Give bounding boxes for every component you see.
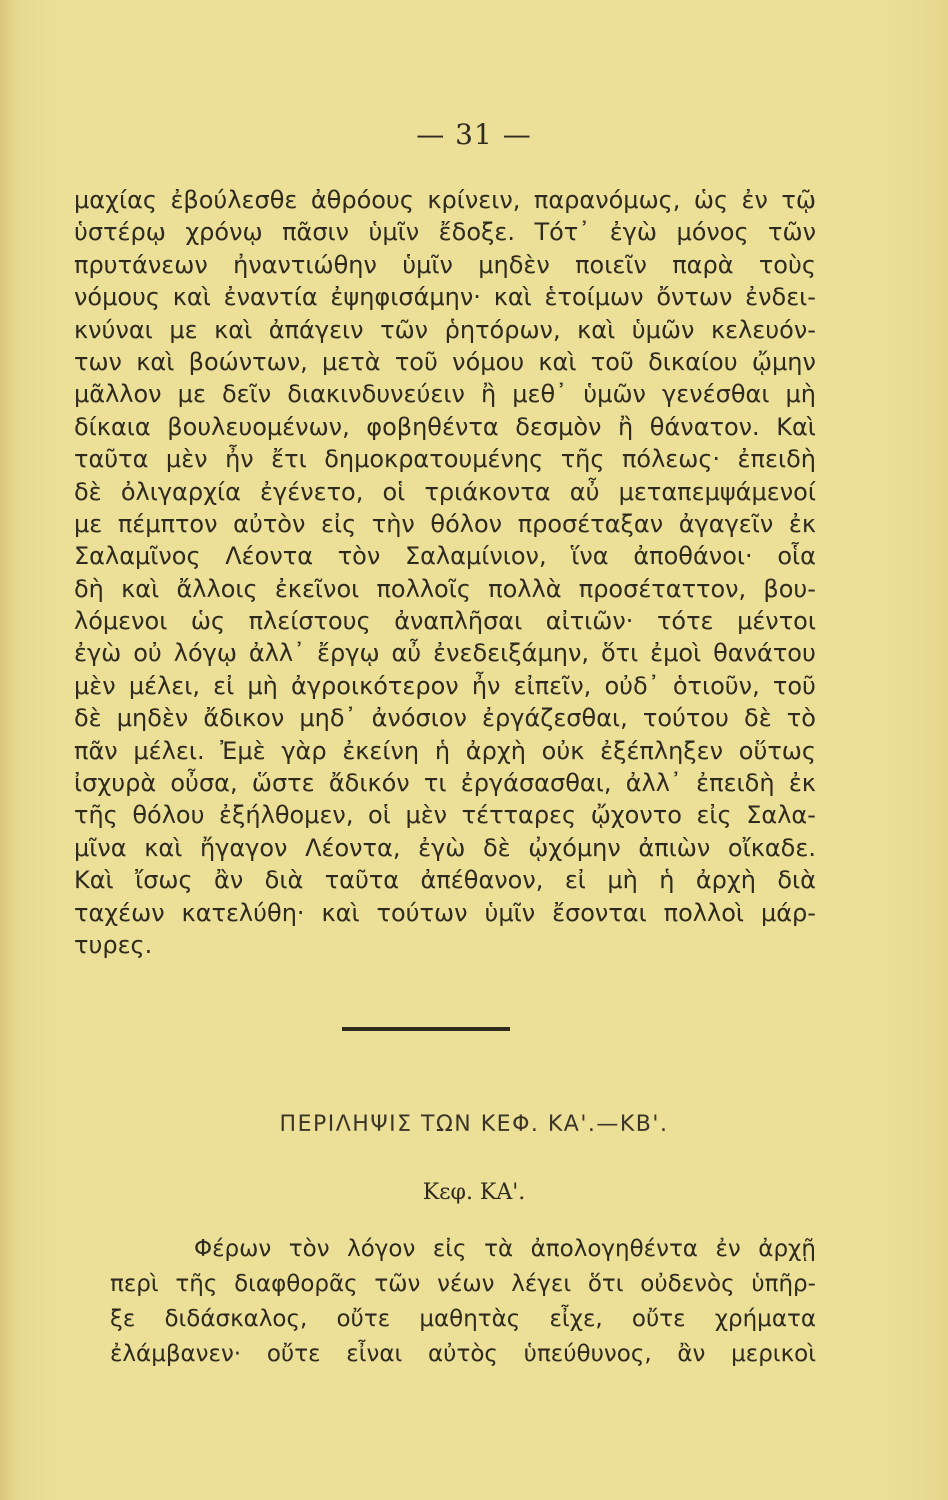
- body-text-line: μαχίας ἐβούλεσθε ἀθρόους κρίνειν, παρανόμως, ὡς ἐν τῷ: [74, 186, 816, 214]
- body-text-line: δίκαια βουλευομένων, φοβηθέντα δεσμὸν ἢ θάνατον. Καὶ: [74, 412, 816, 441]
- body-text-line: ὑστέρῳ χρόνῳ πᾶσιν ὑμῖν ἔδοξε. Τότ᾽ ἐγὼ μόνος τῶν: [74, 218, 816, 247]
- body-text-line: μᾶλλον με δεῖν διακινδυνεύειν ἢ μεθ᾽ ὑμῶν γενέσθαι μὴ: [74, 380, 816, 409]
- body-text-line: πρυτάνεων ἠναντιώθην ὑμῖν μηδὲν ποιεῖν παρὰ τοὺς: [74, 250, 816, 279]
- summary-text-line: Φέρων τὸν λόγον εἰς τὰ ἀπολογηθέντα ἐν ἀρχῇ: [194, 1236, 816, 1262]
- body-text-line: κνύναι με καὶ ἀπάγειν τῶν ῥητόρων, καὶ ὑμῶν κελευόν-: [74, 315, 816, 344]
- body-text-line: τυρες.: [74, 930, 153, 959]
- chapter-heading: Κεφ. ΚΑ'.: [422, 1180, 526, 1205]
- body-text-line: τῆς θόλου ἐξήλθομεν, οἱ μὲν τέτταρες ᾤχοντο εἰς Σαλα-: [74, 801, 816, 830]
- body-text-line: ταῦτα μὲν ἦν ἔτι δημοκρατουμένης τῆς πόλεως· ἐπειδὴ: [74, 445, 816, 474]
- body-text-line: δὴ καὶ ἄλλοις ἐκεῖνοι πολλοῖς πολλὰ προσέταττον, βου-: [74, 574, 816, 603]
- summary-text: [110, 1232, 816, 1372]
- body-text-line: με πέμπτον αὐτὸν εἰς τὴν θόλον προσέταξαν ἀγαγεῖν ἐκ: [74, 509, 816, 538]
- body-text-line: Σαλαμῖνος Λέοντα τὸν Σαλαμίνιον, ἵνα ἀποθάνοι· οἷα: [74, 542, 816, 571]
- body-text-line: δὲ ὀλιγαρχία ἐγένετο, οἱ τριάκοντα αὖ μεταπεμψάμενοί: [74, 477, 816, 506]
- body-text-line: Καὶ ἴσως ἂν διὰ ταῦτα ἀπέθανον, εἰ μὴ ἡ ἀρχὴ διὰ: [74, 866, 816, 895]
- body-text-line: λόμενοι ὡς πλείστους ἀναπλῆσαι αἰτιῶν· τότε μέντοι: [74, 607, 816, 636]
- summary-text-line: ἐλάμβανεν· οὔτε εἶναι αὐτὸς ὑπεύθυνος, ἂν μερικοὶ: [110, 1341, 816, 1367]
- body-text-line: ἐγὼ οὐ λόγῳ ἀλλ᾽ ἔργῳ αὖ ἐνεδειξάμην, ὅτι ἐμοὶ θανάτου: [74, 639, 816, 668]
- body-text-line: των καὶ βοώντων, μετὰ τοῦ νόμου καὶ τοῦ δικαίου ᾤμην: [74, 347, 816, 376]
- summary-text-line: ξε διδάσκαλος, οὔτε μαθητὰς εἶχε, οὔτε χρήματα: [110, 1306, 816, 1332]
- body-text-line: μὲν μέλει, εἰ μὴ ἀγροικότερον ἦν εἰπεῖν, οὐδ᾽ ὁτιοῦν, τοῦ: [74, 671, 816, 700]
- summary-heading: ΠΕΡΙΛΗΨΙΣ ΤΩΝ ΚΕΦ. ΚΑ'.—ΚΒ'.: [279, 1112, 669, 1137]
- body-text-line: ταχέων κατελύθη· καὶ τούτων ὑμῖν ἔσονται πολλοὶ μάρ-: [74, 898, 816, 927]
- section-divider: [342, 1027, 510, 1031]
- body-text: [74, 184, 816, 961]
- summary-text-line: περὶ τῆς διαφθορᾶς τῶν νέων λέγει ὅτι οὐδενὸς ὑπῆρ-: [110, 1271, 816, 1297]
- body-text-line: νόμους καὶ ἐναντία ἐψηφισάμην· καὶ ἑτοίμων ὄντων ἐνδει-: [74, 283, 816, 312]
- body-text-line: μῖνα καὶ ἤγαγον Λέοντα, ἐγὼ δὲ ᾠχόμην ἀπιὼν οἴκαδε.: [74, 833, 816, 862]
- body-text-line: δὲ μηδὲν ἄδικον μηδ᾽ ἀνόσιον ἐργάζεσθαι, τούτου δὲ τὸ: [74, 704, 816, 733]
- page-number: — 31 —: [416, 118, 532, 151]
- body-text-line: ἰσχυρὰ οὖσα, ὥστε ἄδικόν τι ἐργάσασθαι, ἀλλ᾽ ἐπειδὴ ἐκ: [74, 769, 816, 798]
- body-text-line: πᾶν μέλει. Ἐμὲ γὰρ ἐκείνη ἡ ἀρχὴ οὐκ ἐξέπληξεν οὕτως: [74, 736, 816, 765]
